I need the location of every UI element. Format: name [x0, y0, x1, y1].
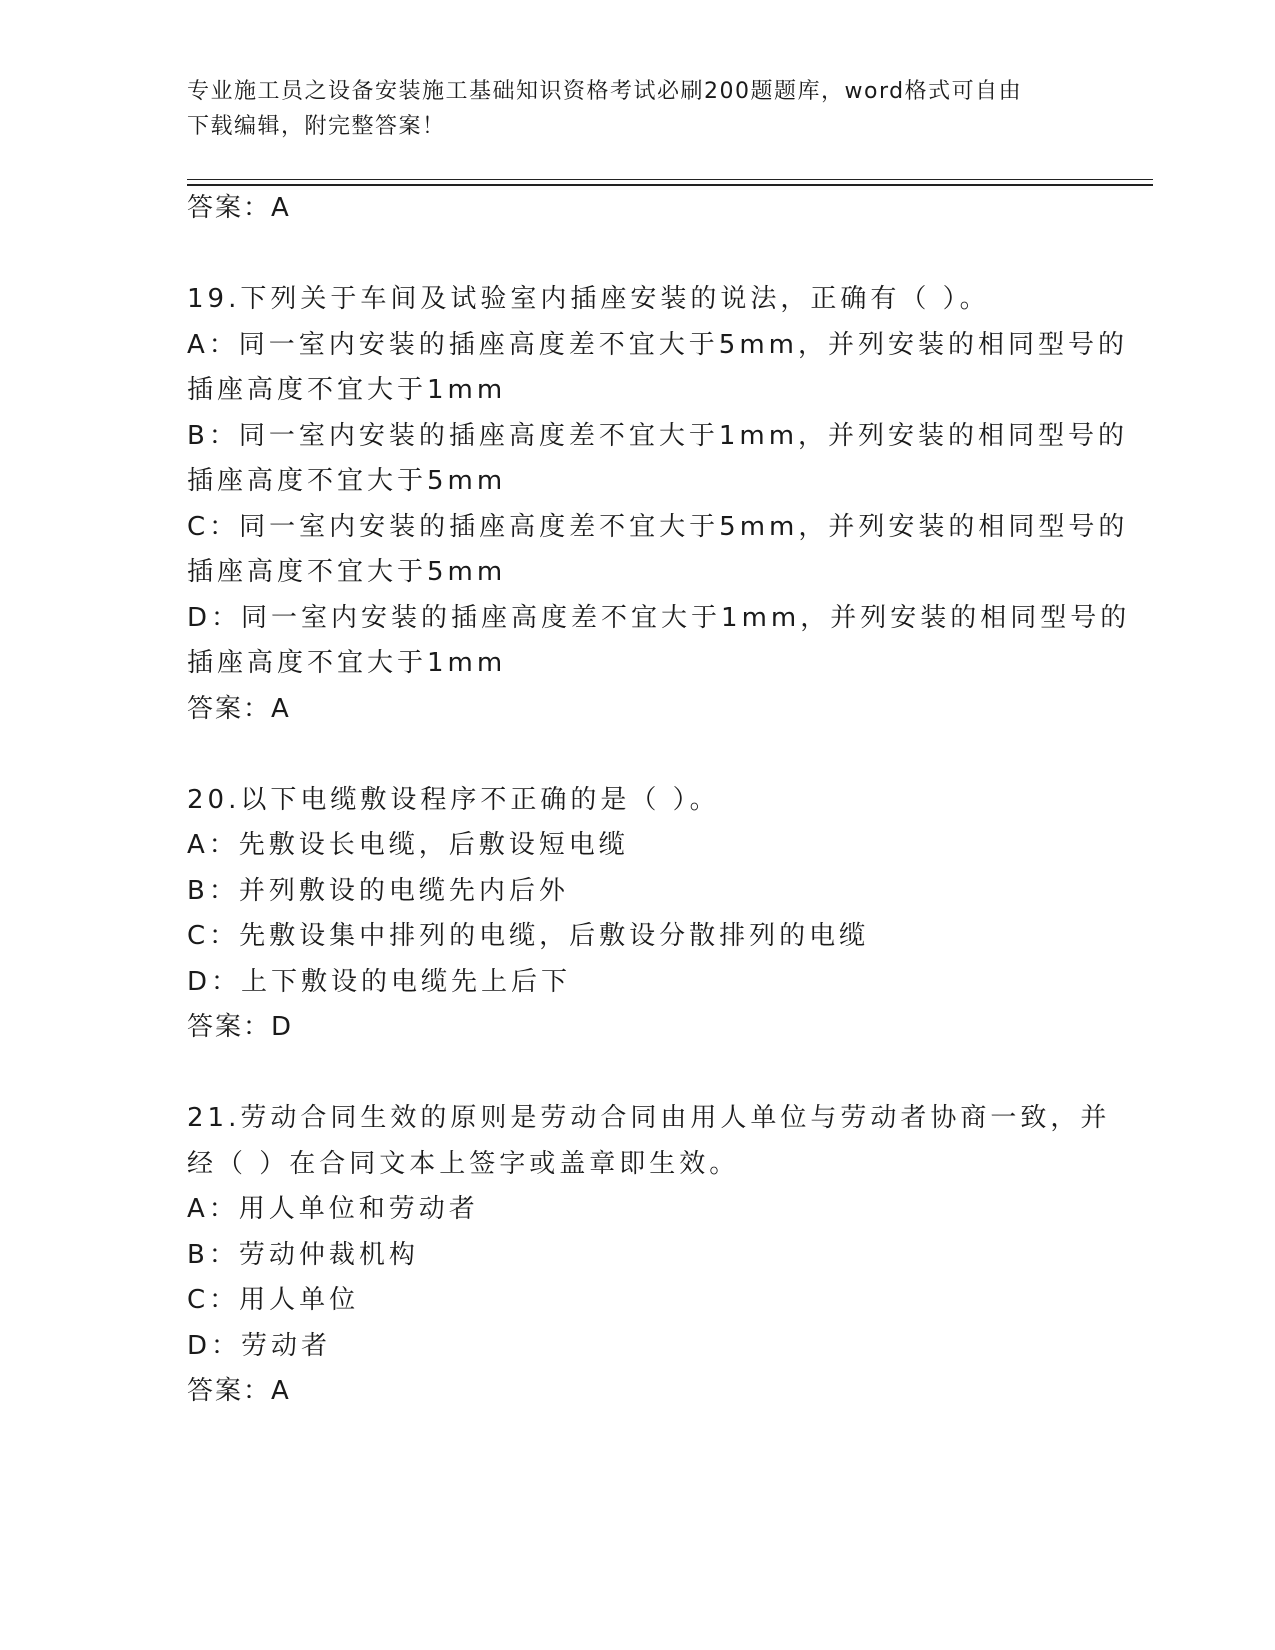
question-19-option-b-line-2: 插座高度不宜大于5mm [187, 466, 507, 496]
question-21 [187, 1096, 1111, 1415]
question-20-option-d: D：上下敷设的电缆先上后下 [187, 966, 572, 997]
question-20 [187, 778, 1087, 1051]
question-19-stem: 19.下列关于车间及试验室内插座安装的说法，正确有（ ）。 [187, 284, 990, 314]
question-19 [187, 277, 1131, 732]
question-20-option-c: C：先敷设集中排列的电缆，后敷设分散排列的电缆 [187, 921, 870, 951]
question-21-option-c: C：用人单位 [187, 1285, 360, 1315]
question-list [187, 186, 1131, 1415]
spacer [187, 732, 1087, 778]
question-21-option-d: D：劳动者 [187, 1330, 332, 1361]
previous-answer: 答案：A [187, 193, 291, 223]
question-21-option-a: A：用人单位和劳动者 [187, 1194, 479, 1224]
question-20-stem: 20.以下电缆敷设程序不正确的是（ ）。 [187, 784, 720, 815]
question-20-option-b: B：并列敷设的电缆先内后外 [187, 875, 569, 906]
spacer [187, 232, 1087, 278]
question-21-answer: 答案：A [187, 1376, 291, 1406]
question-21-option-b: B：劳动仲裁机构 [187, 1239, 419, 1270]
question-19-option-a-line-1: A：同一室内安装的插座高度差不宜大于5mm，并列安装的相同型号的 [187, 329, 1128, 360]
question-21-stem-line-2: 经（ ）在合同文本上签字或盖章即生效。 [187, 1148, 740, 1179]
header-line-1: 专业施工员之设备安装施工基础知识资格考试必刷200题题库，word格式可自由 [187, 79, 1023, 104]
question-19-option-a-line-2: 插座高度不宜大于1mm [187, 375, 507, 405]
spacer [187, 1051, 1087, 1097]
header-divider-thin [187, 179, 1153, 180]
question-20-option-a: A：先敷设长电缆，后敷设短电缆 [187, 830, 629, 860]
header-line-2: 下载编辑，附完整答案！ [187, 114, 446, 139]
question-19-option-b-line-1: B：同一室内安装的插座高度差不宜大于1mm，并列安装的相同型号的 [187, 420, 1129, 451]
document-header [187, 74, 1067, 144]
question-19-answer: 答案：A [187, 693, 291, 724]
question-21-stem-line-1: 21.劳动合同生效的原则是劳动合同由用人单位与劳动者协商一致，并 [187, 1103, 1111, 1133]
question-19-option-c-line-2: 插座高度不宜大于5mm [187, 557, 507, 587]
question-20-answer: 答案：D [187, 1012, 294, 1042]
question-19-option-d-line-1: D：同一室内安装的插座高度差不宜大于1mm，并列安装的相同型号的 [187, 602, 1131, 633]
question-19-option-d-line-2: 插座高度不宜大于1mm [187, 648, 507, 678]
question-19-option-c-line-1: C：同一室内安装的插座高度差不宜大于5mm，并列安装的相同型号的 [187, 511, 1129, 542]
